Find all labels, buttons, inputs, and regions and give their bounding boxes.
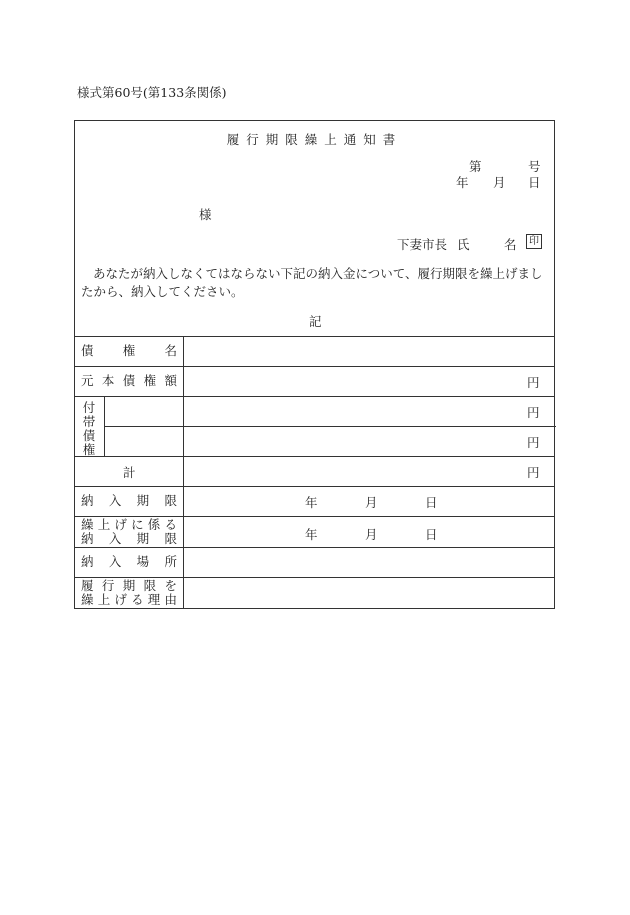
label-claim-name: 債 権 名 — [81, 343, 177, 358]
notice-body: あなたが納入しなくてはならない下記の納入金について、履行期限を繰上げましたから、納入してください。 — [81, 266, 543, 299]
form-number-label: 様式第60号(第133条関係) — [77, 85, 227, 100]
seal-stamp: 印 — [526, 234, 542, 249]
number-prefix: 第 — [469, 159, 482, 174]
incidental-2-yen: 円 — [527, 435, 540, 450]
label-incidental: 付 帯 債 権 — [82, 400, 96, 457]
label-payment-place: 納 入 場 所 — [81, 554, 177, 569]
sender-title: 氏 — [457, 237, 470, 252]
deadline-month: 月 — [365, 495, 378, 510]
document-title: 履行期限繰上通知書 — [226, 132, 403, 147]
deadline-day: 日 — [425, 495, 438, 510]
label-deadline: 納 入 期 限 — [81, 493, 177, 508]
sender-name: 名 — [504, 237, 517, 252]
advanced-month: 月 — [365, 527, 378, 542]
sender-mayor: 下妻市長 — [397, 237, 448, 252]
label-advanced-line2: 納 入 期 限 — [81, 531, 177, 546]
advanced-year: 年 — [305, 527, 318, 542]
incidental-1-yen: 円 — [527, 405, 540, 420]
label-reason-line1: 履 行 期 限 を — [81, 578, 177, 593]
issue-month: 月 — [493, 175, 506, 190]
label-advanced-line1: 繰 上 げ に 係 る — [81, 517, 177, 532]
issue-day: 日 — [528, 175, 541, 190]
total-yen: 円 — [527, 465, 540, 480]
label-reason-line2: 繰 上 げ る 理 由 — [81, 592, 177, 607]
ki-heading: 記 — [309, 314, 322, 329]
addressee-suffix: 様 — [199, 207, 212, 222]
principal-yen: 円 — [527, 375, 540, 390]
issue-year: 年 — [456, 175, 469, 190]
advanced-day: 日 — [425, 527, 438, 542]
label-total: 計 — [123, 465, 136, 480]
label-principal: 元 本 債 権 額 — [81, 373, 177, 388]
number-suffix: 号 — [528, 159, 541, 174]
deadline-year: 年 — [305, 495, 318, 510]
notice-form — [74, 120, 555, 609]
